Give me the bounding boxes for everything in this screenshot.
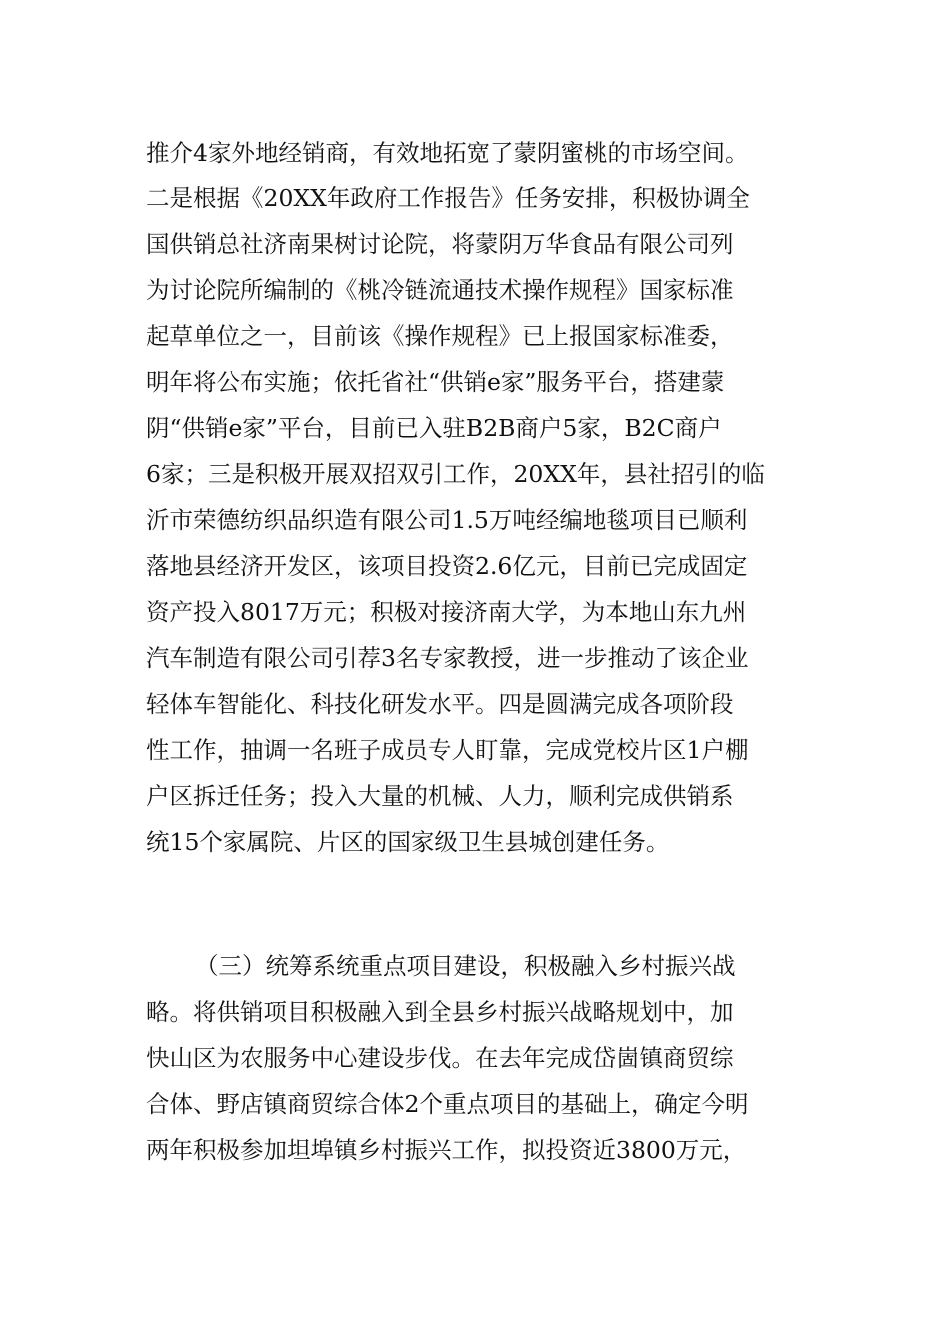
- text-line: 统15个家属院、片区的国家级卫生县城创建任务。: [146, 828, 670, 856]
- text-line: 资产投入8017万元；积极对接济南大学，为本地山东九州: [146, 598, 747, 626]
- text-line: 户区拆迁任务；投入大量的机械、人力，顺利完成供销系: [146, 782, 734, 810]
- text-line: 快山区为农服务中心建设步伐。在去年完成岱崮镇商贸综: [146, 1044, 734, 1072]
- text-line: 国供销总社济南果树讨论院，将蒙阴万华食品有限公司列: [146, 230, 734, 258]
- text-line: 起草单位之一，目前该《操作规程》已上报国家标准委，: [146, 322, 734, 350]
- text-line: 汽车制造有限公司引荐3名专家教授，进一步推动了该企业: [146, 644, 749, 672]
- text-line: 性工作，抽调一名班子成员专人盯靠，完成党校片区1户棚: [146, 736, 749, 764]
- text-line: 二是根据《20XX年政府工作报告》任务安排，积极协调全: [146, 184, 750, 212]
- section-heading-line: （三）统筹系统重点项目建设，积极融入乡村振兴战: [195, 952, 736, 980]
- text-line: 6家；三是积极开展双招双引工作，20XX年，县社招引的临: [146, 460, 765, 488]
- text-line: 落地县经济开发区，该项目投资2.6亿元，目前已完成固定: [146, 552, 748, 580]
- text-line: 为讨论院所编制的《桃冷链流通技术操作规程》国家标准: [146, 276, 734, 304]
- text-line: 合体、野店镇商贸综合体2个重点项目的基础上，确定今明: [146, 1090, 749, 1118]
- text-line: 推介4家外地经销商，有效地拓宽了蒙阴蜜桃的市场空间。: [146, 139, 749, 167]
- text-line: 两年积极参加坦埠镇乡村振兴工作，拟投资近3800万元，: [146, 1136, 747, 1164]
- text-line: 阴“供销e家”平台，目前已入驻B2B商户5家，B2C商户: [146, 414, 722, 442]
- text-line: 沂市荣德纺织品织造有限公司1.5万吨经编地毯项目已顺利: [146, 506, 748, 534]
- text-line: 轻体车智能化、科技化研发水平。四是圆满完成各项阶段: [146, 690, 734, 718]
- text-line: 明年将公布实施；依托省社“供销e家”服务平台，搭建蒙: [146, 368, 725, 396]
- text-line: 略。将供销项目积极融入到全县乡村振兴战略规划中，加: [146, 998, 734, 1026]
